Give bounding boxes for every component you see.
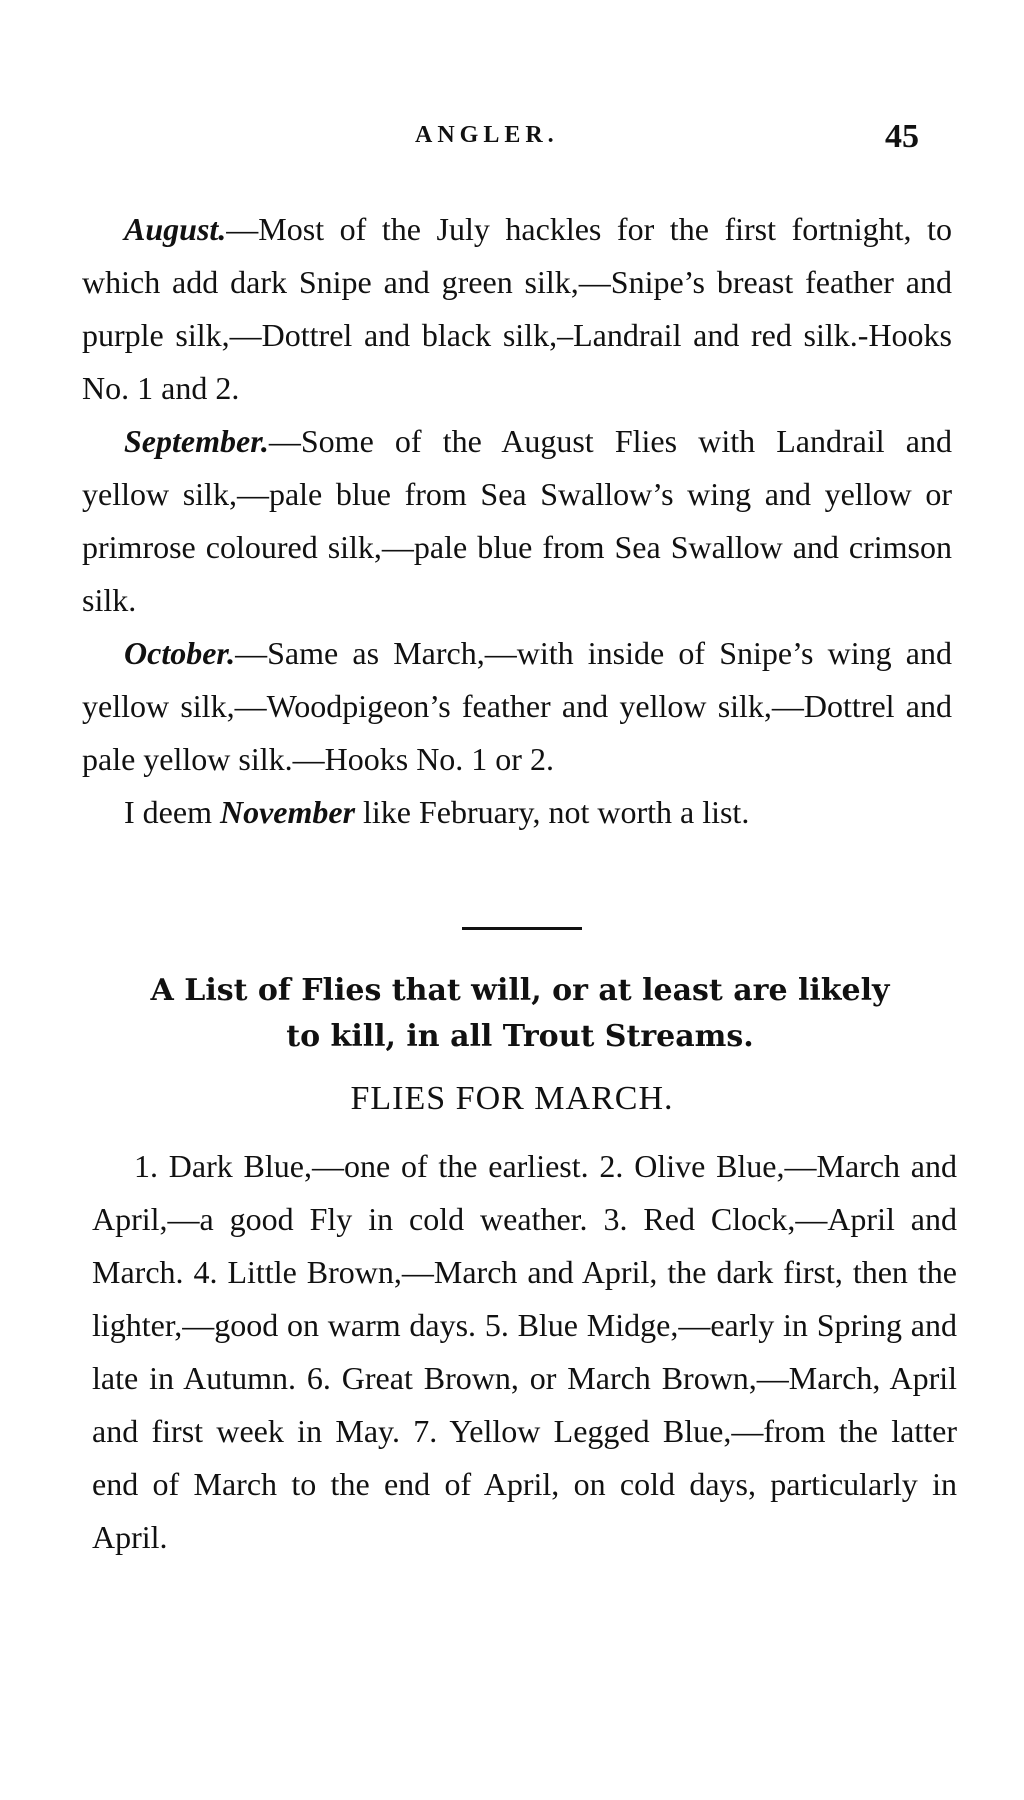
month-september: September. <box>124 423 269 459</box>
monthly-flies-text <box>82 203 952 839</box>
paragraph-september <box>82 415 952 627</box>
list-heading <box>100 968 940 1060</box>
section-heading: FLIES FOR MARCH. <box>350 1080 674 1117</box>
list-heading-line-1: A List of Flies that will, or at least are likely <box>150 973 890 1008</box>
november-after: like February, not worth a list. <box>355 794 750 830</box>
paragraph-august <box>82 203 952 415</box>
page-number: 45 <box>885 118 919 155</box>
list-heading-line-2: to kill, in all Trout Streams. <box>286 1019 754 1054</box>
november-before: I deem <box>124 794 220 830</box>
paragraph-march-flies: 1. Dark Blue,—one of the earliest. 2. Olive Blue,—March and April,—a good Fly in cold weather. 3. Red Clock,—April and March. 4. Little Brown,—March and April, the dark first, then the lighter,—good on warm days. 5. Blue Midge,—early in Spring and late in Autumn. 6. Great Brown, or March Brown,—March, April and first week in May. 7. Yellow Legged Blue,—from the latter end of March to the end of April, on cold days, particularly in April. <box>92 1148 957 1555</box>
september-text: —Some of the August Flies with Landrail and yellow silk,—pale blue from Sea Swallow’s wing and yellow or primrose coloured silk,—pale blue from Sea Swallow and crimson silk. <box>82 423 952 618</box>
march-flies-text <box>92 1140 957 1564</box>
month-august: August. <box>124 211 227 247</box>
october-text: —Same as March,—with inside of Snipe’s wing and yellow silk,—Woodpigeon’s feather and yellow silk,—Dottrel and pale yellow silk.—Hooks No. 1 or 2. <box>82 635 952 777</box>
paragraph-october <box>82 627 952 786</box>
month-october: October. <box>124 635 236 671</box>
month-november: November <box>219 794 356 830</box>
running-head <box>0 118 1024 158</box>
running-title: ANGLER. <box>415 122 559 148</box>
section-divider <box>462 927 582 930</box>
paragraph-november <box>82 786 952 839</box>
august-text: —Most of the July hackles for the first fortnight, to which add dark Snipe and green silk,—Snipe’s breast feather and purple silk,—Dottrel and black silk,–Landrail and red silk.-Hooks No. 1 and 2. <box>82 211 952 406</box>
